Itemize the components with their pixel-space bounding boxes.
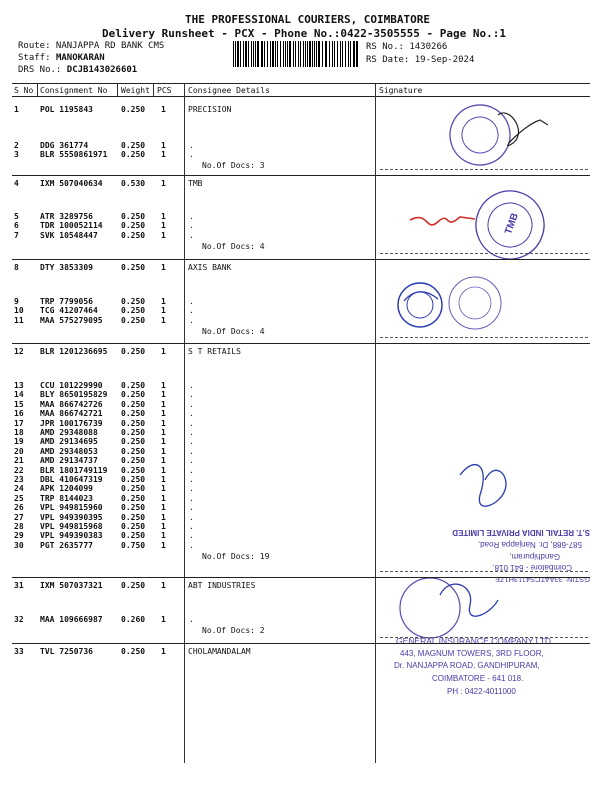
st-retail-line: Coimbatore - 641 018. — [492, 563, 572, 572]
row-pcs: 1 — [161, 446, 166, 456]
barcode-bar — [314, 41, 315, 67]
barcode-bar — [350, 41, 351, 67]
row-consignee-dot: . — [189, 522, 194, 531]
row-pcs: 1 — [161, 512, 166, 522]
row-pcs: 1 — [161, 456, 166, 466]
row-consignee-dot: . — [189, 615, 194, 624]
row-consignment: BLY 8650195829 — [40, 390, 108, 400]
abt-signature — [440, 584, 498, 616]
barcode-bar — [253, 41, 254, 67]
group-separator — [12, 577, 590, 578]
row-consignment: POL 1195843 — [40, 105, 93, 114]
row-sno: 32 — [14, 615, 24, 624]
row-pcs: 1 — [161, 105, 166, 114]
barcode-bar — [309, 41, 311, 67]
barcode-bar — [261, 41, 263, 67]
barcode-bar — [295, 41, 296, 67]
row-consignment: BLR 1801749119 — [40, 465, 108, 475]
row-sno: 18 — [14, 428, 24, 437]
row-sno: 2 — [14, 141, 19, 150]
route: Route: NANJAPPA RD BANK CMS — [18, 41, 165, 51]
row-pcs: 1 — [161, 493, 166, 503]
row-sno: 3 — [14, 150, 19, 160]
abt-stamp — [400, 578, 460, 638]
row-consignment: MAA 866742721 — [40, 409, 103, 419]
signature-line — [380, 169, 588, 170]
barcode-bar — [293, 41, 294, 67]
row-consignment: DBL 410647319 — [40, 475, 103, 484]
row-sno: 15 — [14, 399, 24, 409]
consignee-name: S T RETAILS — [188, 347, 241, 356]
barcode — [233, 41, 361, 67]
group-separator — [12, 343, 590, 344]
barcode-bar — [348, 41, 349, 67]
row-sno: 4 — [14, 179, 19, 188]
row-consignment: TDR 100052114 — [40, 221, 103, 231]
col-header-sno: S No — [14, 86, 34, 95]
row-sno: 23 — [14, 475, 24, 484]
row-consignment: AMD 29134737 — [40, 456, 98, 466]
row-consignee-dot: . — [189, 484, 194, 494]
precision-signature — [498, 113, 548, 146]
row-consignee-dot: . — [189, 297, 194, 306]
row-weight: 0.250 — [121, 493, 146, 503]
row-sno: 7 — [14, 230, 19, 240]
row-weight: 0.250 — [121, 456, 146, 466]
barcode-bar — [307, 41, 308, 67]
docs-count: No.Of Docs: 4 — [202, 326, 265, 336]
row-weight: 0.250 — [121, 484, 146, 494]
row-consignment: BLR 5550861971 — [40, 150, 108, 160]
barcode-bar — [345, 41, 346, 67]
group-separator — [12, 175, 590, 176]
barcode-bar — [305, 41, 306, 67]
row-pcs: 1 — [161, 150, 166, 160]
table-top-rule — [12, 83, 590, 84]
row-consignee-dot: . — [189, 418, 194, 428]
group-separator — [12, 259, 590, 260]
row-pcs: 1 — [161, 522, 166, 531]
row-consignee-dot: . — [189, 212, 194, 221]
row-sno: 21 — [14, 456, 24, 466]
row-consignee-dot: . — [189, 493, 194, 503]
barcode-bar — [342, 41, 343, 67]
row-consignee-dot: . — [189, 315, 194, 325]
row-weight: 0.250 — [121, 428, 146, 437]
st-retail-line: GSTIN: 33AATCS4113H1ZF — [495, 575, 590, 584]
row-pcs: 1 — [161, 484, 166, 494]
barcode-bar — [356, 41, 358, 67]
row-pcs: 1 — [161, 418, 166, 428]
row-pcs: 1 — [161, 615, 166, 624]
row-consignment: AMD 29348053 — [40, 446, 98, 456]
row-consignment: MAA 866742726 — [40, 399, 103, 409]
row-pcs: 1 — [161, 540, 166, 550]
row-consignee-dot: . — [189, 150, 194, 160]
barcode-bar — [285, 41, 286, 67]
staff-label: Staff: — [18, 53, 51, 63]
row-pcs: 1 — [161, 465, 166, 475]
barcode-bar — [289, 41, 291, 67]
barcode-bar — [337, 41, 338, 67]
barcode-bar — [325, 41, 327, 67]
signature-line — [380, 337, 588, 338]
col-divider — [37, 83, 38, 96]
row-pcs: 1 — [161, 647, 166, 656]
gi-line: PH : 0422-4011000 — [447, 687, 516, 696]
row-consignee-dot: . — [189, 230, 194, 240]
row-pcs: 1 — [161, 390, 166, 400]
barcode-bar — [300, 41, 301, 67]
row-weight: 0.750 — [121, 540, 146, 550]
staff-row — [18, 53, 105, 63]
gi-line: GENERAL INSURANCE COMPANY LTD. — [396, 636, 554, 646]
row-consignment: ATR 3289756 — [40, 212, 93, 221]
row-sno: 22 — [14, 465, 24, 475]
barcode-bar — [248, 41, 249, 67]
row-consignment: MAA 575279095 — [40, 315, 103, 325]
row-pcs: 1 — [161, 212, 166, 221]
row-weight: 0.250 — [121, 297, 146, 306]
row-consignment: IXM 507040634 — [40, 179, 103, 188]
barcode-bar — [303, 41, 304, 67]
row-weight: 0.250 — [121, 230, 146, 240]
docs-count: No.Of Docs: 2 — [202, 626, 265, 635]
col-divider — [117, 83, 118, 96]
col-header-weight: Weight — [121, 86, 150, 95]
rs-date: RS Date: 19-Sep-2024 — [366, 55, 475, 65]
row-consignee-dot: . — [189, 475, 194, 484]
row-weight: 0.250 — [121, 141, 146, 150]
row-weight: 0.250 — [121, 399, 146, 409]
col-header-pcs: PCS — [157, 86, 172, 95]
row-pcs: 1 — [161, 437, 166, 447]
row-pcs: 1 — [161, 347, 166, 356]
row-consignment: IXM 507037321 — [40, 581, 103, 590]
row-pcs: 1 — [161, 531, 166, 541]
row-sno: 10 — [14, 306, 24, 316]
tmb-signature — [410, 217, 475, 225]
row-consignment: VPL 949815960 — [40, 503, 103, 513]
row-sno: 20 — [14, 446, 24, 456]
row-consignee-dot: . — [189, 428, 194, 437]
row-weight: 0.250 — [121, 522, 146, 531]
rs-number: RS No.: 1430266 — [366, 42, 448, 52]
row-consignment: TRP 8144023 — [40, 493, 93, 503]
barcode-bar — [233, 41, 234, 67]
row-consignment: TVL 7250736 — [40, 647, 93, 656]
row-consignment: JPR 100176739 — [40, 418, 103, 428]
row-weight: 0.250 — [121, 105, 146, 114]
row-weight: 0.250 — [121, 409, 146, 419]
col-divider — [375, 83, 376, 763]
row-weight: 0.250 — [121, 418, 146, 428]
row-consignment: TCG 41207464 — [40, 306, 98, 316]
row-weight: 0.250 — [121, 212, 146, 221]
row-weight: 0.250 — [121, 437, 146, 447]
docs-count: No.Of Docs: 3 — [202, 161, 265, 171]
gi-line: 443, MAGNUM TOWERS, 3RD FLOOR, — [400, 649, 544, 658]
row-pcs: 1 — [161, 230, 166, 240]
row-consignment: VPL 949390395 — [40, 512, 103, 522]
tmb-stamp-text: TMB — [503, 211, 521, 236]
row-weight: 0.250 — [121, 581, 146, 590]
row-sno: 8 — [14, 263, 19, 272]
row-consignment: DDG 361774 — [40, 141, 89, 150]
row-weight: 0.250 — [121, 647, 146, 656]
st-retail-stamp — [400, 518, 590, 584]
signature-line — [380, 253, 588, 254]
consignee-name: ABT INDUSTRIES — [188, 581, 256, 590]
row-consignment: PGT 2635777 — [40, 540, 93, 550]
row-pcs: 1 — [161, 141, 166, 150]
barcode-bar — [312, 41, 313, 67]
barcode-bar — [240, 41, 241, 67]
signature-stamp-area — [380, 95, 595, 715]
st-retail-line: 587-688, Dr. Nanjappa Road, — [477, 540, 582, 549]
row-weight: 0.250 — [121, 446, 146, 456]
row-sno: 17 — [14, 418, 24, 428]
consignee-name: CHOLAMANDALAM — [188, 647, 251, 656]
barcode-bar — [245, 41, 247, 67]
row-sno: 6 — [14, 221, 19, 231]
row-weight: 0.250 — [121, 306, 146, 316]
row-weight: 0.250 — [121, 475, 146, 484]
company-title: THE PROFESSIONAL COURIERS, COIMBATORE — [185, 13, 431, 26]
row-consignee-dot: . — [189, 306, 194, 316]
barcode-bar — [298, 41, 299, 67]
row-consignment: DTY 3853309 — [40, 263, 93, 272]
row-pcs: 1 — [161, 306, 166, 316]
tmb-stamp — [466, 181, 553, 268]
barcode-bar — [329, 41, 330, 67]
row-sno: 24 — [14, 484, 24, 494]
barcode-bar — [340, 41, 341, 67]
row-sno: 28 — [14, 522, 24, 531]
row-sno: 31 — [14, 581, 24, 590]
row-consignee-dot: . — [189, 512, 194, 522]
row-weight: 0.250 — [121, 465, 146, 475]
row-pcs: 1 — [161, 428, 166, 437]
row-sno: 9 — [14, 297, 19, 306]
runsheet-subtitle: Delivery Runsheet - PCX - Phone No.:0422-3505555 - Page No.:1 — [102, 27, 506, 40]
row-consignee-dot: . — [189, 141, 194, 150]
row-pcs: 1 — [161, 581, 166, 590]
row-consignee-dot: . — [189, 540, 194, 550]
barcode-bar — [318, 41, 320, 67]
row-weight: 0.250 — [121, 315, 146, 325]
consignee-name: AXIS BANK — [188, 263, 232, 272]
row-pcs: 1 — [161, 409, 166, 419]
row-consignment: VPL 949815968 — [40, 522, 103, 531]
drs-number: DCJB143026601 — [66, 65, 138, 75]
row-consignee-dot: . — [189, 399, 194, 409]
row-consignee-dot: . — [189, 390, 194, 400]
row-weight: 0.250 — [121, 390, 146, 400]
row-sno: 1 — [14, 105, 19, 114]
row-consignment: BLR 1201236695 — [40, 347, 108, 356]
row-sno: 27 — [14, 512, 24, 522]
barcode-bar — [316, 41, 317, 67]
general-insurance-stamp — [392, 636, 592, 716]
row-weight: 0.250 — [121, 531, 146, 541]
row-sno: 19 — [14, 437, 24, 447]
row-pcs: 1 — [161, 475, 166, 484]
barcode-bar — [353, 41, 355, 67]
st-retail-line: S.T. RETAIL INDIA PRIVATE LIMITED — [452, 528, 590, 537]
row-consignee-dot: . — [189, 381, 194, 390]
row-consignee-dot: . — [189, 409, 194, 419]
col-divider — [184, 83, 185, 763]
drs-label: DRS No.: — [18, 65, 62, 75]
row-consignee-dot: . — [189, 456, 194, 466]
barcode-bar — [322, 41, 323, 67]
row-sno: 33 — [14, 647, 24, 656]
drs-row — [18, 65, 137, 75]
col-header-signature: Signature — [379, 86, 423, 95]
row-sno: 29 — [14, 531, 24, 541]
signature-line — [380, 637, 588, 638]
axis-bank-stamp-2 — [449, 277, 501, 329]
row-consignee-dot: . — [189, 221, 194, 231]
barcode-bar — [275, 41, 276, 67]
row-pcs: 1 — [161, 399, 166, 409]
row-consignee-dot: . — [189, 437, 194, 447]
col-header-consignment: Consignment No — [40, 86, 108, 95]
barcode-bar — [334, 41, 335, 67]
row-weight: 0.250 — [121, 150, 146, 160]
gi-line: Dr. NANJAPPA ROAD, GANDHIPURAM, — [394, 661, 540, 670]
row-pcs: 1 — [161, 381, 166, 390]
row-consignment: TRP 7799056 — [40, 297, 93, 306]
row-pcs: 1 — [161, 315, 166, 325]
axis-bank-stamp — [398, 283, 442, 327]
row-consignment: APK 1204099 — [40, 484, 93, 494]
group-separator — [12, 643, 590, 644]
row-weight: 0.250 — [121, 512, 146, 522]
row-pcs: 1 — [161, 297, 166, 306]
gi-line: COIMBATORE - 641 018. — [432, 674, 524, 683]
precision-stamp — [439, 95, 521, 176]
row-consignment: MAA 109666987 — [40, 615, 103, 624]
row-consignment: AMD 29134695 — [40, 437, 98, 447]
row-sno: 14 — [14, 390, 24, 400]
row-pcs: 1 — [161, 179, 166, 188]
barcode-bar — [255, 41, 256, 67]
staff-name: MANOKARAN — [55, 53, 105, 63]
row-consignee-dot: . — [189, 503, 194, 513]
consignee-name: TMB — [188, 179, 203, 188]
row-sno: 13 — [14, 381, 24, 390]
row-pcs: 1 — [161, 503, 166, 513]
col-divider — [153, 83, 154, 96]
barcode-bar — [332, 41, 333, 67]
row-weight: 0.250 — [121, 221, 146, 231]
docs-count: No.Of Docs: 4 — [202, 241, 265, 251]
row-sno: 30 — [14, 540, 24, 550]
row-consignee-dot: . — [189, 531, 194, 541]
row-weight: 0.250 — [121, 347, 146, 356]
row-weight: 0.260 — [121, 615, 146, 624]
barcode-bar — [280, 41, 281, 67]
barcode-bar — [235, 41, 236, 67]
row-sno: 12 — [14, 347, 24, 356]
row-sno: 16 — [14, 409, 24, 419]
barcode-bar — [264, 41, 265, 67]
row-pcs: 1 — [161, 263, 166, 272]
signature-line — [380, 571, 588, 572]
row-consignment: CCU 101229990 — [40, 381, 103, 390]
barcode-bar — [243, 41, 244, 67]
consignee-name: PRECISION — [188, 105, 232, 114]
row-sno: 26 — [14, 503, 24, 513]
row-sno: 11 — [14, 315, 24, 325]
barcode-bar — [287, 41, 288, 67]
row-pcs: 1 — [161, 221, 166, 231]
row-consignee-dot: . — [189, 446, 194, 456]
row-sno: 5 — [14, 212, 19, 221]
row-weight: 0.250 — [121, 381, 146, 390]
row-weight: 0.250 — [121, 263, 146, 272]
barcode-bar — [272, 41, 274, 67]
st-retail-signature — [460, 465, 506, 507]
row-consignment: VPL 949390383 — [40, 531, 103, 541]
st-retail-line: Gandhipuram, — [509, 552, 560, 561]
docs-count: No.Of Docs: 19 — [202, 551, 270, 561]
row-sno: 25 — [14, 493, 24, 503]
barcode-bar — [283, 41, 284, 67]
row-weight: 0.250 — [121, 503, 146, 513]
barcode-bar — [267, 41, 268, 67]
row-consignment: SVK 10548447 — [40, 230, 98, 240]
row-weight: 0.530 — [121, 179, 146, 188]
col-header-consignee: Consignee Details — [188, 86, 270, 95]
row-consignee-dot: . — [189, 465, 194, 475]
barcode-bar — [237, 41, 239, 67]
barcode-bar — [277, 41, 278, 67]
row-consignment: AMD 29348088 — [40, 428, 98, 437]
barcode-bar — [257, 41, 259, 67]
barcode-bar — [251, 41, 252, 67]
barcode-bar — [270, 41, 271, 67]
